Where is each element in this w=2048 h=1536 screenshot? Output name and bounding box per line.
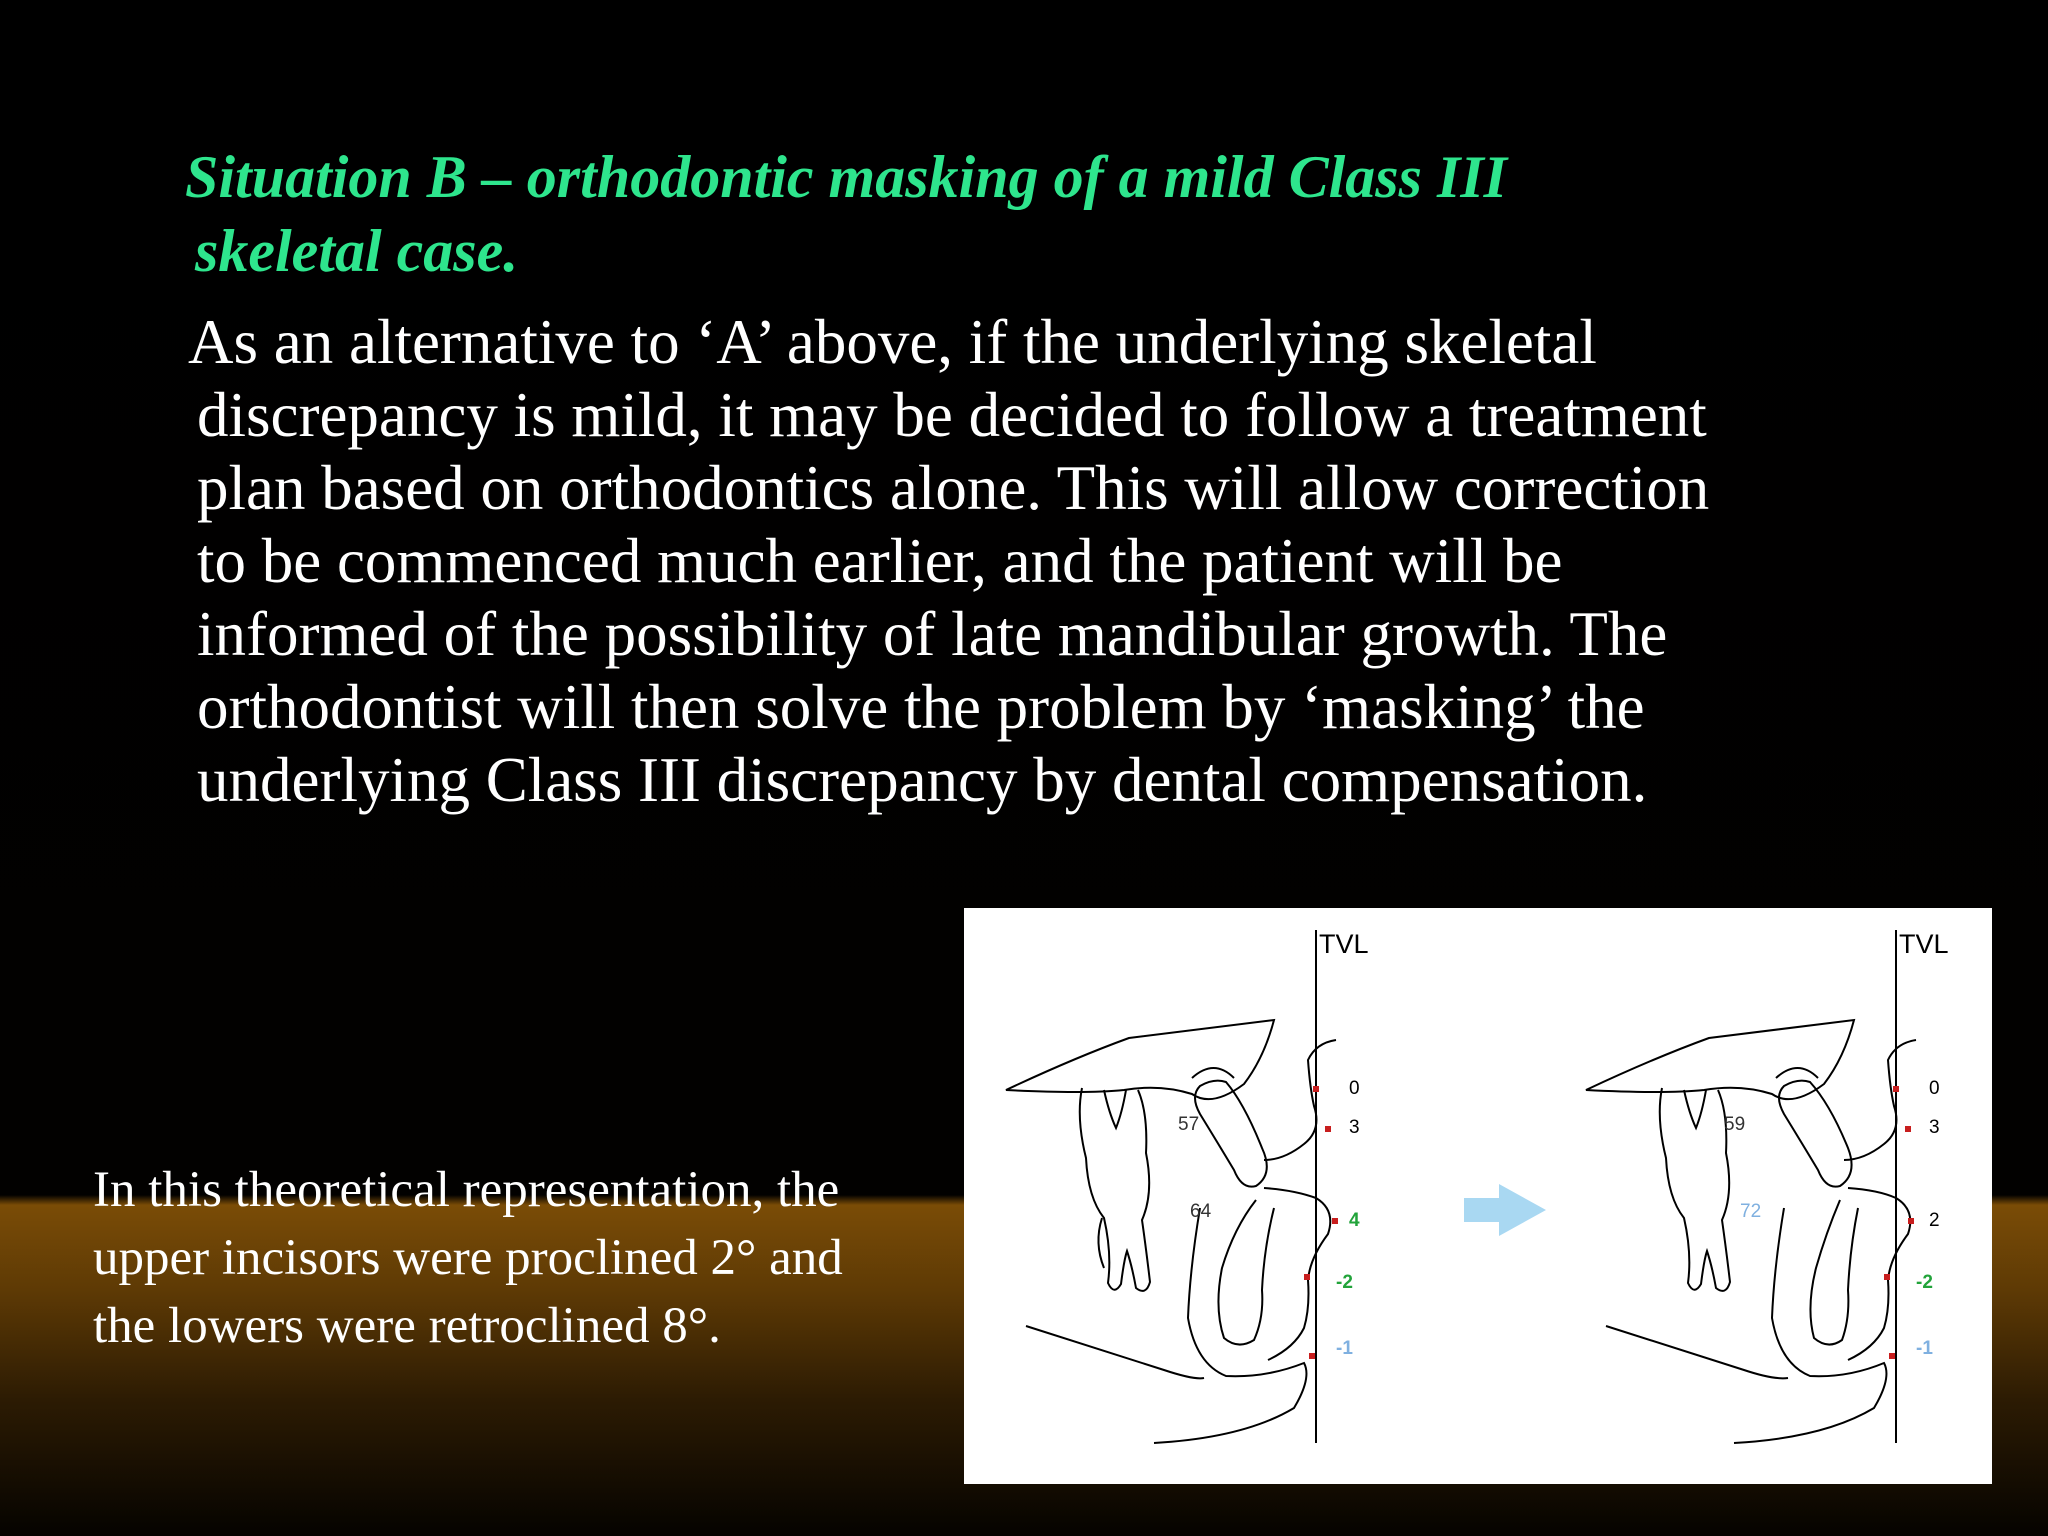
landmark-dot bbox=[1884, 1274, 1890, 1280]
arrow-right-icon bbox=[1464, 1184, 1546, 1236]
upper-angle-label: 57 bbox=[1178, 1114, 1200, 1135]
body-paragraph bbox=[190, 306, 1890, 817]
body-line: discrepancy is mild, it may be decided to follow a treatment bbox=[197, 380, 1707, 450]
lower-lip-outline bbox=[1264, 1188, 1330, 1360]
lower-molar-outline bbox=[1098, 1218, 1104, 1268]
figure-caption bbox=[93, 1156, 973, 1360]
mandible-lower-border bbox=[1606, 1326, 1788, 1378]
chin-outline bbox=[1734, 1208, 1886, 1443]
measure-label: 0 bbox=[1929, 1078, 1940, 1099]
molar-groove bbox=[1684, 1090, 1706, 1128]
dots-after bbox=[1884, 1086, 1914, 1359]
body-line: As an alternative to ‘A’ above, if the underlying skeletal bbox=[188, 307, 1597, 377]
landmark-dot bbox=[1304, 1274, 1310, 1280]
caption-line: the lowers were retroclined 8°. bbox=[93, 1298, 721, 1354]
caption-line: In this theoretical representation, the bbox=[93, 1162, 840, 1218]
landmark-dot bbox=[1905, 1126, 1911, 1132]
tracing-before bbox=[1006, 930, 1336, 1443]
lower-incisor-outline bbox=[1218, 1200, 1274, 1345]
tvl-label: TVL bbox=[1319, 929, 1369, 959]
body-line: orthodontist will then solve the problem by ‘masking’ the bbox=[197, 672, 1645, 742]
tracing-after bbox=[1586, 930, 1916, 1443]
measure-label: 4 bbox=[1349, 1210, 1360, 1231]
labels-before bbox=[1178, 929, 1369, 1359]
caption-line: upper incisors were proclined 2° and bbox=[93, 1230, 843, 1286]
landmark-dot bbox=[1893, 1086, 1899, 1092]
measure-label: 3 bbox=[1929, 1117, 1940, 1138]
body-line: informed of the possibility of late mandibular growth. The bbox=[197, 599, 1668, 669]
dots-before bbox=[1304, 1086, 1338, 1359]
slide-title bbox=[185, 140, 1785, 288]
upper-incisor-outline bbox=[1779, 1081, 1852, 1187]
maxilla-outline bbox=[1006, 1020, 1274, 1099]
tvl-label: TVL bbox=[1899, 929, 1949, 959]
upper-incisor-root bbox=[1192, 1068, 1234, 1078]
upper-molar-outline bbox=[1080, 1088, 1150, 1291]
landmark-dot bbox=[1309, 1353, 1315, 1359]
measure-label: 3 bbox=[1349, 1117, 1360, 1138]
title-line-1: Situation B – orthodontic masking of a mild Class III bbox=[185, 144, 1508, 210]
title-line-2: skeletal case. bbox=[195, 218, 519, 284]
landmark-dot bbox=[1908, 1218, 1914, 1224]
upper-incisor-outline bbox=[1195, 1081, 1267, 1187]
measure-label: -1 bbox=[1916, 1338, 1933, 1359]
lower-angle-label: 72 bbox=[1740, 1201, 1762, 1222]
lower-angle-label: 64 bbox=[1190, 1201, 1212, 1222]
body-line: to be commenced much earlier, and the patient will be bbox=[197, 526, 1563, 596]
ceph-tracing-svg bbox=[964, 908, 1992, 1484]
measure-label: -2 bbox=[1336, 1272, 1353, 1293]
upper-incisor-root bbox=[1776, 1068, 1818, 1078]
molar-groove bbox=[1104, 1090, 1126, 1128]
measure-label: 2 bbox=[1929, 1210, 1940, 1231]
cephalometric-figure bbox=[964, 908, 1992, 1484]
mandible-lower-border bbox=[1026, 1326, 1204, 1378]
body-line: plan based on orthodontics alone. This will allow correction bbox=[197, 453, 1710, 523]
upper-lip-outline bbox=[1264, 1040, 1336, 1160]
body-line: underlying Class III discrepancy by dental compensation. bbox=[197, 745, 1648, 815]
landmark-dot bbox=[1313, 1086, 1319, 1092]
upper-lip-outline bbox=[1844, 1040, 1916, 1160]
labels-after bbox=[1724, 929, 1949, 1359]
landmark-dot bbox=[1325, 1126, 1331, 1132]
upper-angle-label: 59 bbox=[1724, 1114, 1746, 1135]
lower-incisor-outline bbox=[1810, 1200, 1858, 1345]
measure-label: -2 bbox=[1916, 1272, 1933, 1293]
measure-label: 0 bbox=[1349, 1078, 1360, 1099]
landmark-dot bbox=[1889, 1353, 1895, 1359]
upper-molar-outline bbox=[1660, 1088, 1730, 1291]
landmark-dot bbox=[1332, 1218, 1338, 1224]
measure-label: -1 bbox=[1336, 1338, 1353, 1359]
